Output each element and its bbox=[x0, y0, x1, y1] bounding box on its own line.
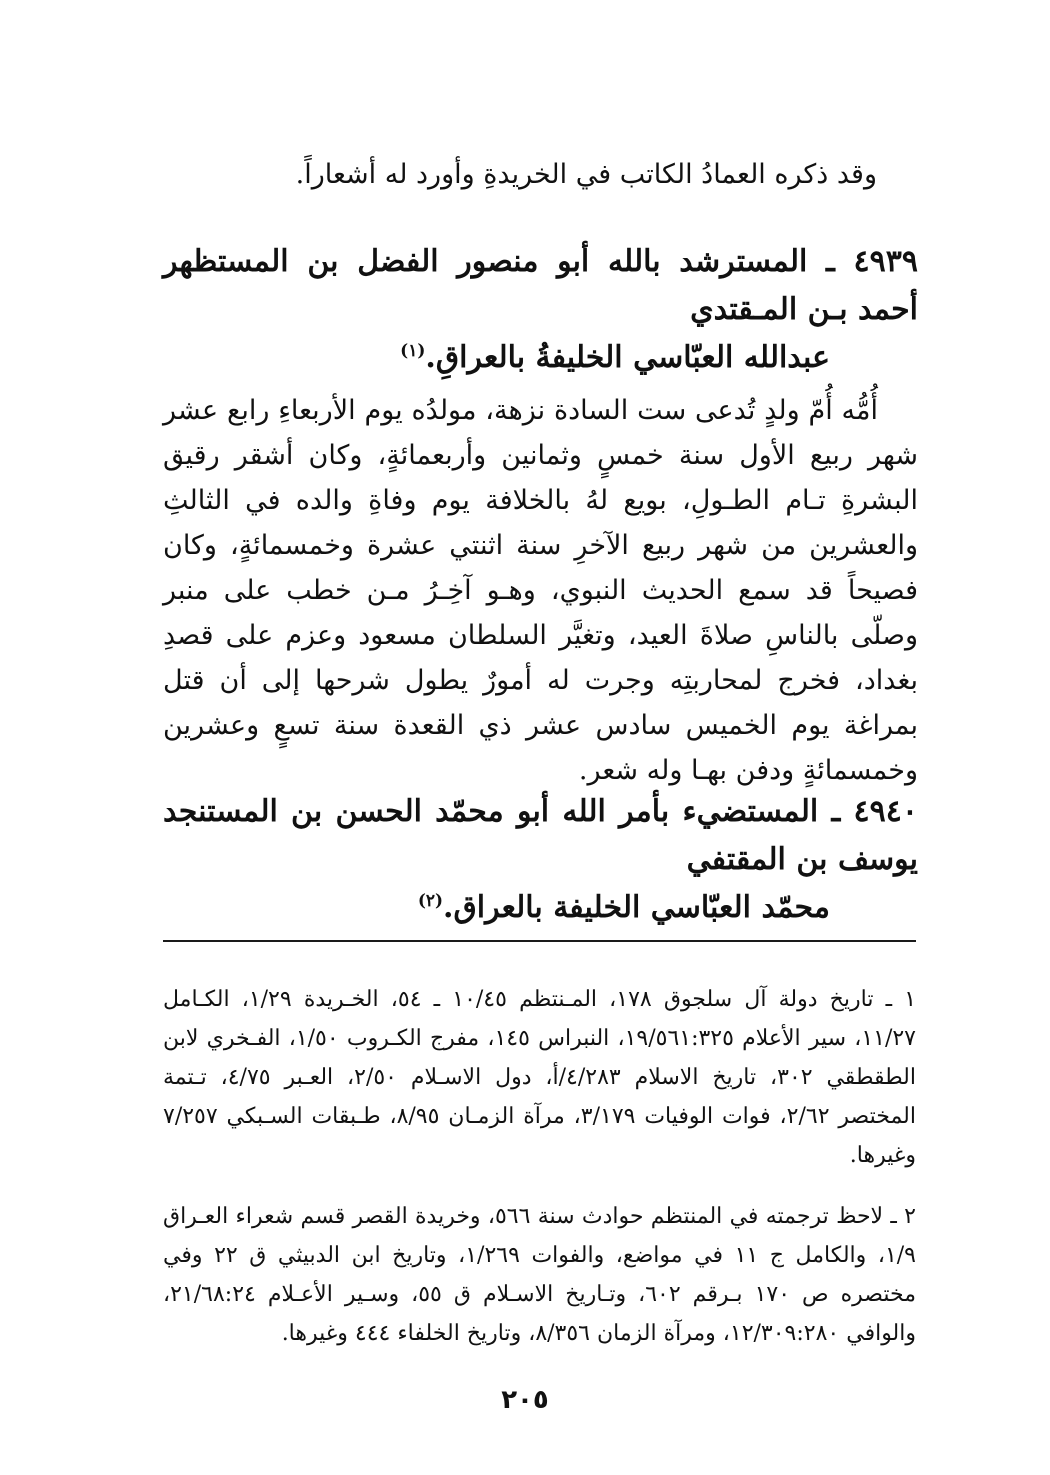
footnote-reference: (٢) bbox=[417, 891, 444, 911]
entry-body: أُمُّه أُمّ ولدٍ تُدعى ست السادة نزهة، مولدُه يوم الأربعاءِ رابع عشر شهر ربيع الأول سنة خمسٍ وثمانين وأربعمائةٍ، وكان أشقر رقيق البشرةِ تـام الطـولِ، بويع لهُ بالخلافة يوم وفاةِ والده في الثالثِ والعشرين من شهر ربيع الآخرِ سنة اثنتي عشرة وخمسمائةٍ، وكان فصيحاً قد سمع الحديث النبوي، وهـو آخِـرُ مـن خطب على منبر وصلّى بالناسِ صلاةَ العيد، وتغيَّر السلطان مسعود وعزم على قصدِ بغداد، فخرج لمحاربتِه وجرت له أمورٌ يطول شرحها إلى أن قتل بمراغة يوم الخميس سادس عشر ذي القعدة سنة تسعٍ وعشرين وخمسمائةٍ ودفن بهـا وله شعر. bbox=[163, 395, 918, 786]
intro-line: وقد ذكره العمادُ الكاتب في الخريدةِ وأورد له أشعاراً. bbox=[295, 159, 877, 190]
footnote-reference: (١) bbox=[400, 341, 426, 361]
entry-heading bbox=[163, 238, 918, 382]
entry-4940 bbox=[163, 788, 918, 932]
footnote-divider bbox=[163, 940, 916, 942]
entry-heading-line2-text: عبدالله العبّاسي الخليفةُ بالعراقِ. bbox=[425, 340, 830, 375]
entry-heading-line1: ٤٩٣٩ ـ المسترشد بالله أبو منصور الفضل بن المستظهر أحمد بـن المـقتدي bbox=[163, 244, 918, 327]
entry-heading-line1: ٤٩٤٠ ـ المستضيء بأمر الله أبو محمّد الحسن بن المستنجد يوسف بن المقتفي bbox=[163, 794, 918, 877]
footnotes bbox=[163, 958, 916, 1363]
footnote-1: ١ ـ تاريخ دولة آل سلجوق ١٧٨، المـنتظم ١٠/٤٥ ـ ٥٤، الخـريدة ١/٢٩، الكـامل ١١/٢٧، سير الأعلام ١٩/٥٦١:٣٢٥، النبراس ١٤٥، مفرج الكـروب ١/٥٠، الفـخري لابن الطقطقي ٣٠٢، تاريخ الاسلام ٤/٢٨٣/أ، دول الاسـلام ٢/٥٠، العـبر ٤/٧٥، تـتمة المختصر ٢/٦٢، فوات الوفيات ٣/١٧٩، مرآة الزمـان ٨/٩٥، طـبقات السـبكي ٧/٢٥٧ وغيرها. bbox=[163, 987, 917, 1168]
page-number: ٢٠٥ bbox=[501, 1385, 549, 1415]
entry-heading-line2 bbox=[163, 334, 918, 382]
entry-heading-line2-text: محمّد العبّاسي الخليفة بالعراق. bbox=[443, 890, 830, 925]
footnote-2: ٢ ـ لاحظ ترجمته في المنتظم حوادث سنة ٥٦٦، وخريدة القصر قسم شعراء العـراق ١/٩، والكامل ج ١١ في مواضع، والفوات ١/٢٦٩، وتاريخ ابن الدبيثي ق ٢٢ وفي مختصره ص ١٧٠ بـرقم ٦٠٢، وتـاريخ الاسـلام ق ٥٥، وسـير الأعـلام ٢١/٦٨:٢٤، والوافي ١٢/٣٠٩:٢٨٠، ومرآة الزمان ٨/٣٥٦، وتاريخ الخلفاء ٤٤٤ وغيرها. bbox=[163, 1204, 916, 1346]
entry-heading-line2 bbox=[163, 884, 918, 932]
entry-4939 bbox=[163, 238, 918, 793]
entry-heading bbox=[163, 788, 918, 932]
